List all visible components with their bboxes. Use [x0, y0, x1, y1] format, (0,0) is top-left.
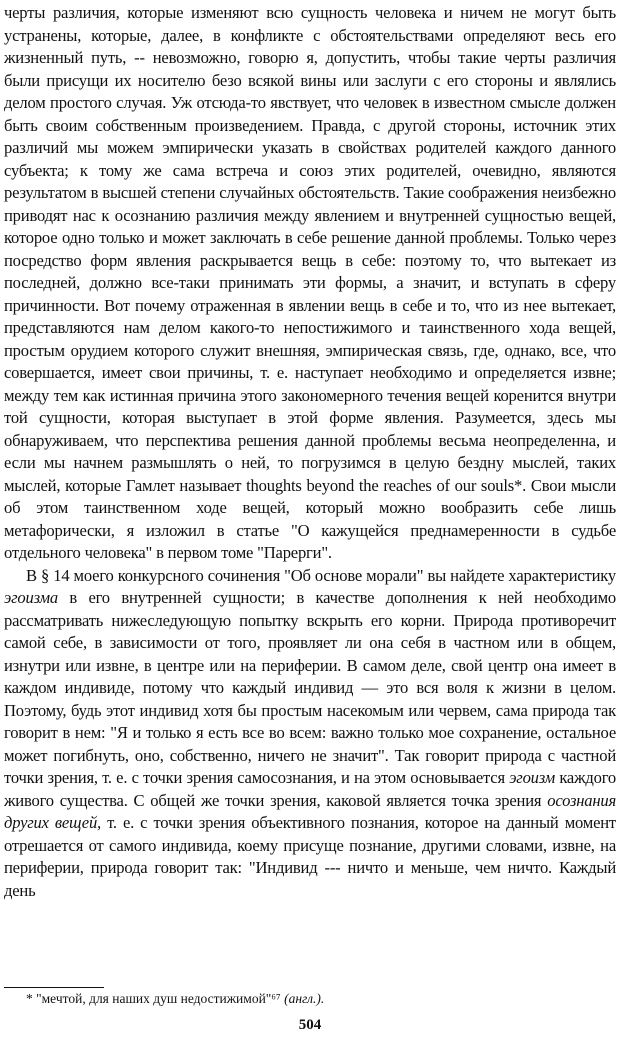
paragraph-1: черты различия, которые изменяют всю сущность человека и ничем не могут быть устранены, которые, далее, в конфликте с обстоятельствами определяют весь его жизненный путь, -- невозможно, говорю я, допустить, чтобы такие черты различия были присущи их носителю безо всякой вины или заслуги с его стороны и являлись делом простого случая. Уж отсюда-то явствует, что человек в известном смысле должен быть своим собственным произведением. Правда, с другой стороны, источник этих различий мы можем эмпирически указать в свойствах родителей каждого данного субъекта; к тому же сама встреча и союз этих родителей, очевидно, являются результатом в высшей степени случайных обстоятельств. Такие соображения неизбежно приводят нас к осознанию различия между явлением и внутренней сущностью вещей, которое одно только и может заключать в себе решение данной проблемы. Только через посредство форм явления раскрывается вещь в себе: поэтому то, что вытекает из последней, должно все-таки принимать эти формы, а значит, и вступать в сферу причинности. Вот почему отраженная в явлении вещь в себе и то, что из нее вытекает, представляются нам делом какого-то непостижимого и таинственного хода вещей, простым орудием которого служит внешняя, эмпирическая связь, где, однако, все, что совершается, имеет свои причины, т. е. наступает необходимо и определяется извне; между тем как истинная причина этого закономерного течения вещей коренится внутри той сущности, которая выступает в этой форме явления. Разумеется, здесь мы обнаруживаем, что перспектива решения данной проблемы весьма неопределенна, и если мы начнем размышлять о ней, то погрузимся в целую бездну мыслей, таких мыслей, которые Гамлет называет thoughts beyond the reaches of our souls*. Свои мысли об этом таинственном ходе вещей, который можно вообразить себе лишь метафорически, я изложил в статье "О кажущейся преднамеренности в судьбе отдельного человека" в первом томе "Парерги".: [4, 3, 616, 562]
footnote-text: * "мечтой, для наших душ недостижимой"⁶⁷: [26, 991, 285, 1006]
paragraph-2-part-1: В § 14 моего конкурсного сочинения "Об основе морали" вы найдете характеристику: [26, 565, 616, 585]
footnote-lang: (англ.).: [284, 991, 325, 1006]
footnote: [26, 990, 586, 1007]
emphasis-egoism-2: эгоизм: [509, 768, 556, 787]
paragraph-2-part-4: т. е. с точки зрения объективного познания, которое на данный момент отрешается от самого индивида, коему присуще познание, другими словами, извне, на периферии, природа говорит так: "Индивид --- ничто и меньше, чем ничто. Каждый день: [4, 813, 616, 900]
body-text: [4, 2, 616, 902]
paragraph-2-part-3: каждого живого существа. С общей же точки зрения, каковой является точка зрения: [4, 768, 616, 810]
footnote-rule: [4, 987, 104, 988]
emphasis-egoism: эгоизма: [4, 588, 58, 607]
emphasis-other-things: осознания других вещей,: [4, 790, 616, 832]
page-number: 504: [298, 1017, 322, 1033]
paragraph-2: [4, 565, 616, 903]
paragraph-2-part-2: в его внутренней сущности; в качестве дополнения к ней необходимо рассматривать нижеследующую попытку вскрыть его корни. Природа противоречит самой себе, в зависимости от того, проявляет ли она себя в частном или в общем, изнутри или извне, в центре или на периферии. В самом деле, свой центр она имеет в каждом индивиде, потому что каждый индивид — это вся воля к жизни в целом. Поэтому, будь этот индивид хотя бы простым насекомым или червем, сама природа так говорит в нем: "Я и только я есть все во всем: важно только мое сохранение, остальное может погибнуть, оно, собственно, ничего не значит". Так говорит природа с частной точки зрения, т. е. с точки зрения самосознания, и на этом основывается: [4, 588, 616, 787]
